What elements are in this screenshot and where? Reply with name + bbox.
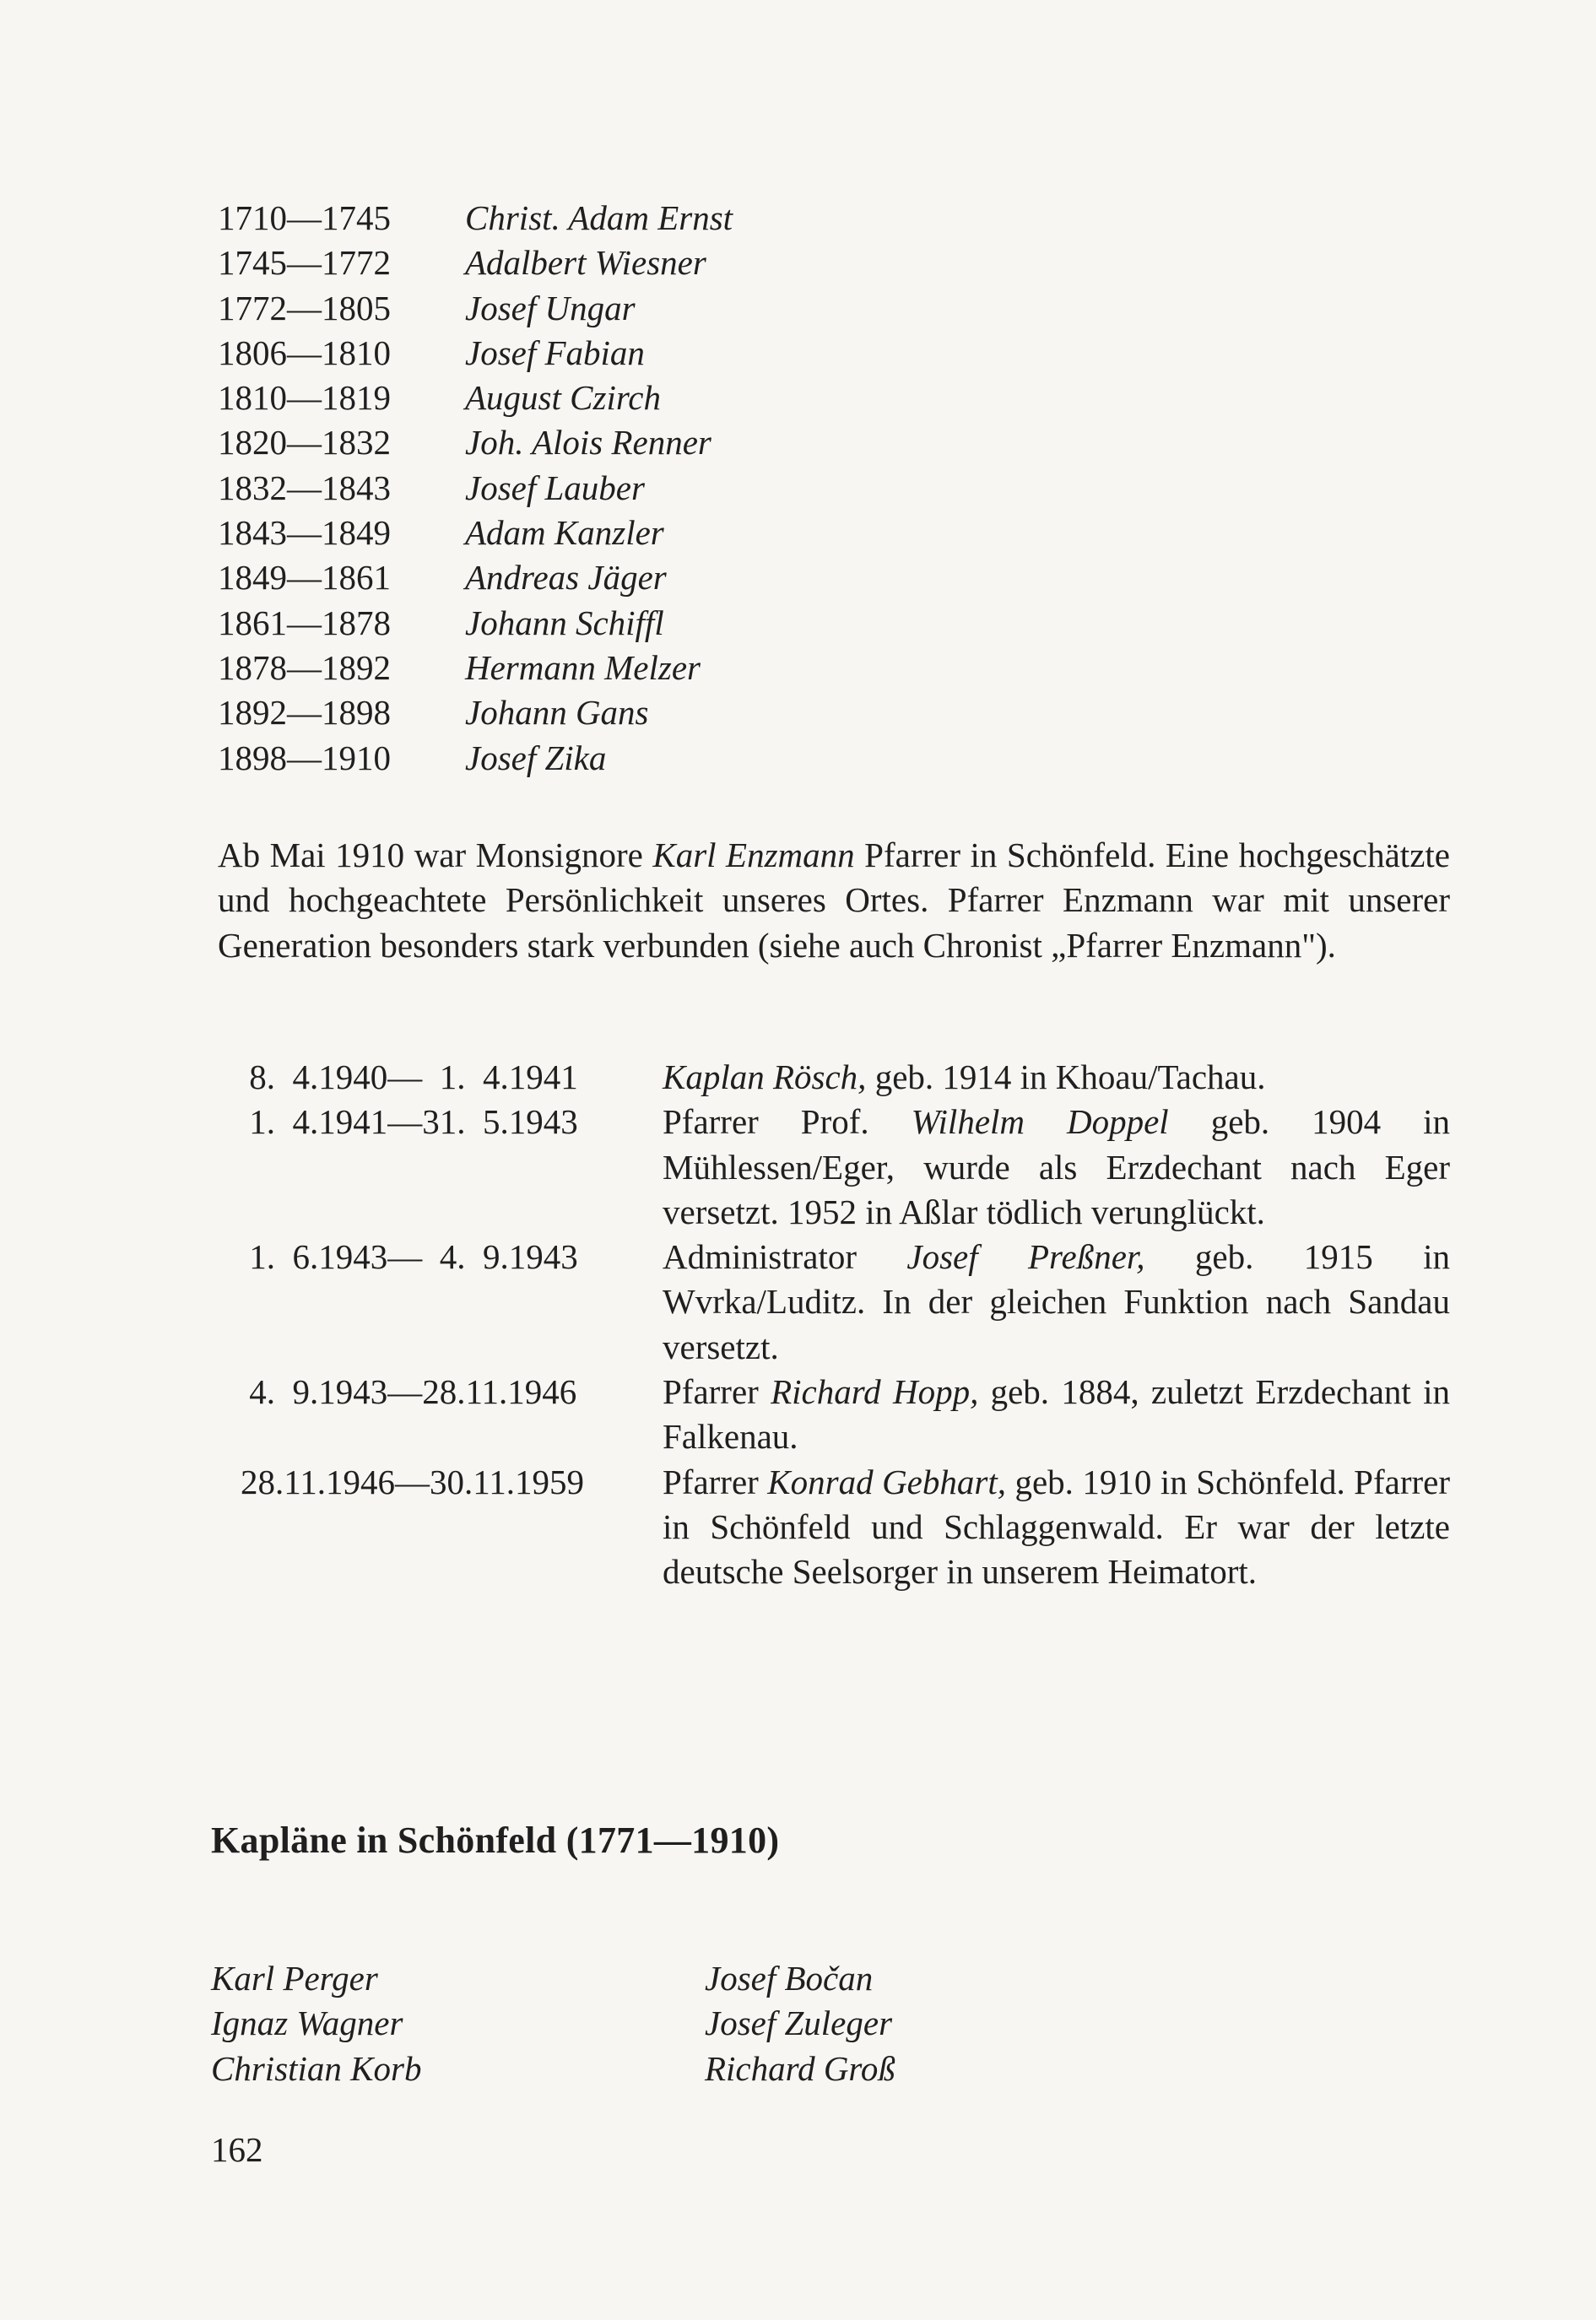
chronology-text-post: geb. 1884, zuletzt Erzdechant in Falkenau. <box>663 1372 1450 1457</box>
pastor-years: 1806—1810 <box>218 333 391 372</box>
pastor-row <box>218 601 859 646</box>
chronology-row <box>218 1055 1450 1100</box>
pastor-years: 1898—1910 <box>218 738 391 777</box>
pastor-name: Andreas Jäger <box>465 558 667 598</box>
pastor-name: Josef Zika <box>465 738 607 777</box>
pastor-name: Johann Gans <box>465 693 649 733</box>
chronology-person-name: Richard Hopp, <box>771 1372 979 1412</box>
pastor-name: Hermann Melzer <box>465 647 701 687</box>
pastor-years: 1878—1892 <box>218 647 391 687</box>
chronology-date-text: 28.11.1946—30.11.1959 <box>241 1462 584 1501</box>
pastor-name: Josef Ungar <box>465 288 636 327</box>
pastor-years: 1892—1898 <box>218 693 391 733</box>
paragraph-text-before: Ab Mai 1910 war Monsignore <box>218 836 653 874</box>
chronology-date <box>218 1370 663 1414</box>
pastor-name: Adam Kanzler <box>465 513 664 553</box>
pastor-row <box>218 420 859 465</box>
pastor-name: Adalbert Wiesner <box>465 243 706 283</box>
chronology-date-text: 1. 4.1941—31. 5.1943 <box>241 1102 578 1142</box>
pastor-row <box>218 331 859 376</box>
pastor-years: 1820—1832 <box>218 423 391 462</box>
chaplain-name: Ignaz Wagner <box>211 2004 403 2043</box>
chronology-date-text: 4. 9.1943—28.11.1946 <box>241 1372 577 1412</box>
chronology-text-pre: Pfarrer <box>663 1462 768 1501</box>
chaplain-name: Richard Groß <box>705 2048 895 2088</box>
chronology-row <box>218 1235 1450 1370</box>
chronology-date <box>218 1235 663 1279</box>
pastor-years: 1849—1861 <box>218 558 391 598</box>
pastor-row <box>218 736 859 781</box>
chaplains-left-column <box>211 1956 421 2091</box>
pastor-name: Joh. Alois Renner <box>465 423 711 462</box>
chronology-text <box>663 1100 1450 1235</box>
chronology-date <box>218 1055 663 1100</box>
pastor-row <box>218 555 859 600</box>
pastor-name: August Czirch <box>465 378 661 418</box>
chaplain-name: Karl Perger <box>211 1959 378 1998</box>
chronology-text-pre: Administrator <box>663 1237 907 1277</box>
chronology-person-name: Konrad Gebhart, <box>767 1462 1006 1501</box>
pastor-years: 1832—1843 <box>218 468 391 507</box>
chronology-date <box>218 1100 663 1144</box>
chronology-table <box>218 1055 1450 1595</box>
chronology-row <box>218 1370 1450 1460</box>
pastor-name: Johann Schiffl <box>465 603 664 642</box>
pastor-row <box>218 690 859 735</box>
pastor-row <box>218 646 859 690</box>
pastor-name: Josef Lauber <box>465 468 645 507</box>
chronology-person-name: Wilhelm Doppel <box>911 1102 1169 1142</box>
chronology-text-post: geb. 1910 in Schönfeld. Pfarrer in Schönfeld und Schlaggenwald. Er war der letzte deutsche Seelsorger in unserem Heimatort. <box>663 1462 1450 1592</box>
pastor-years: 1843—1849 <box>218 513 391 553</box>
pastor-row <box>218 376 859 420</box>
paragraph-text-after: Pfarrer in Schönfeld. Eine hochgeschätzte und hochgeachtete Persönlichkeit unseres Ortes. Pfarrer Enzmann war mit unserer Generation besonders stark verbunden (siehe auch Chronist „Pfarrer Enzmann"). <box>218 836 1450 965</box>
pastor-name: Christ. Adam Ernst <box>465 198 733 237</box>
chronology-text-post: geb. 1914 in Khoau/Tachau. <box>866 1057 1266 1096</box>
chronology-text-pre: Pfarrer Prof. <box>663 1102 912 1142</box>
paragraph-name: Karl Enzmann <box>652 836 855 874</box>
chronology-text <box>663 1460 1450 1595</box>
pastor-years: 1810—1819 <box>218 378 391 418</box>
chronology-text <box>663 1370 1450 1460</box>
chaplain-name: Josef Bočan <box>705 1959 874 1998</box>
chronology-date-text: 8. 4.1940— 1. 4.1941 <box>241 1057 578 1096</box>
pastor-years: 1710—1745 <box>218 198 391 237</box>
section-heading: Kapläne in Schönfeld (1771—1910) <box>211 1820 780 1861</box>
chronology-date-text: 1. 6.1943— 4. 9.1943 <box>241 1237 578 1277</box>
pastor-row <box>218 466 859 511</box>
chronology-text <box>663 1055 1450 1100</box>
pastor-years: 1772—1805 <box>218 288 391 327</box>
chaplains-right-column <box>705 1956 895 2091</box>
chronology-person-name: Kaplan Rösch, <box>663 1057 867 1096</box>
chronology-text <box>663 1235 1450 1370</box>
chaplain-name: Josef Zuleger <box>705 2004 893 2043</box>
chronology-person-name: Josef Preßner, <box>906 1237 1145 1277</box>
pastor-row <box>218 196 859 241</box>
pastor-row <box>218 286 859 331</box>
pastor-row <box>218 241 859 285</box>
chaplain-name: Christian Korb <box>211 2048 422 2088</box>
enzmann-paragraph <box>218 833 1450 968</box>
chronology-text-post: geb. 1915 in Wvrka/Luditz. In der gleichen Funktion nach Sandau versetzt. <box>663 1237 1451 1366</box>
pastor-years: 1745—1772 <box>218 243 391 283</box>
chronology-text-post: geb. 1904 in Mühlessen/Eger, wurde als Erzdechant nach Eger versetzt. 1952 in Aßlar tödlich verunglückt. <box>663 1102 1450 1231</box>
pastor-name: Josef Fabian <box>465 333 645 372</box>
chronology-row <box>218 1100 1450 1235</box>
chronology-date <box>218 1460 663 1505</box>
page-number: 162 <box>211 2130 263 2169</box>
chronology-text-pre: Pfarrer <box>663 1372 771 1412</box>
pastor-years: 1861—1878 <box>218 603 391 642</box>
pastor-row <box>218 511 859 555</box>
pastor-list <box>218 196 859 781</box>
chronology-row <box>218 1460 1450 1595</box>
